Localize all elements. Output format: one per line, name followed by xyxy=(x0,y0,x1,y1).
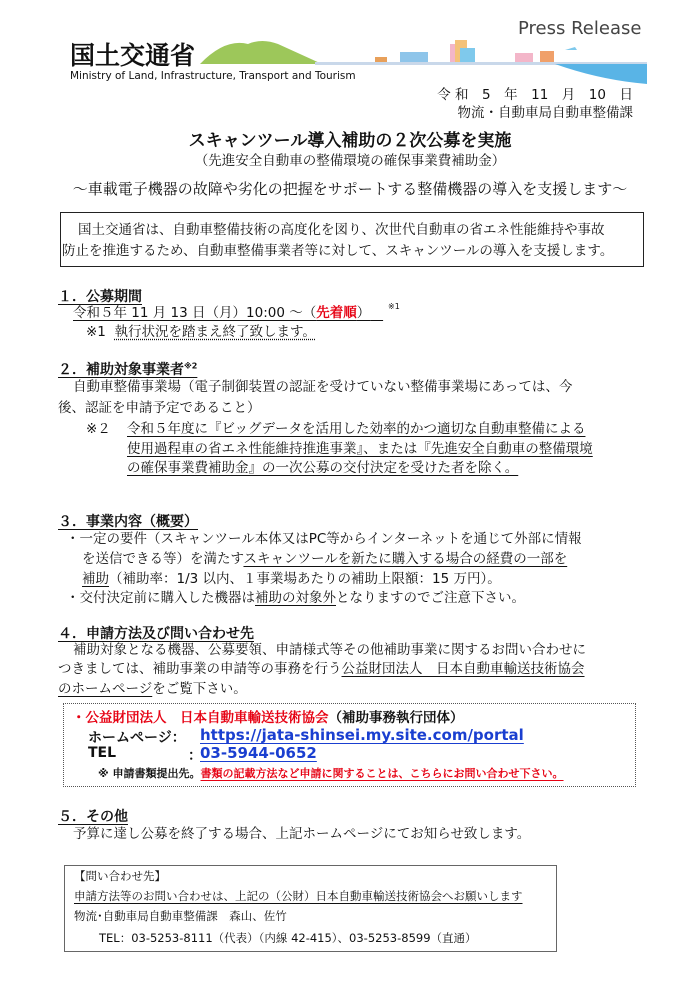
eligibility-line: 自動車整備事業場（電子制御装置の認証を受けていない整備事業場にあっては、今 xyxy=(73,379,573,395)
application-line: 補助対象となる機器、公募要領、申請様式等その他補助事業に関するお問い合わせに xyxy=(73,642,586,658)
note-mark: ※1 xyxy=(388,302,400,311)
inquiry-tel: TEL：03-5253-8111（代表）（内線 42-415）、03-5253-8599（直通） xyxy=(99,931,477,945)
inquiry-title: 【問い合わせ先】 xyxy=(74,869,166,883)
sea-illustration xyxy=(555,64,647,84)
banner-illustration xyxy=(200,40,647,66)
tel-separator: ： xyxy=(188,748,202,764)
ministry-english-name: Ministry of Land, Infrastructure, Transport and Tourism xyxy=(70,70,356,82)
section-5-heading: ５．その他 xyxy=(58,809,128,825)
contact-org: ・公益財団法人 日本自動車輸送技術協会（補助事務執行団体） xyxy=(72,710,464,726)
inquiry-line: 申請方法等のお問い合わせは、上記の（公財）日本自動車輸送技術協会へお願いします xyxy=(74,889,523,903)
application-period: 令和５年 11 月 13 日（月）10:00 ～（先着順） xyxy=(73,305,371,321)
section-1-heading: １．公募期間 xyxy=(58,289,142,305)
ministry-logo-text: 国土交通省 xyxy=(70,41,196,70)
content-line: ・交付決定前に購入した機器は補助の対象外となりますのでご注意下さい。 xyxy=(66,590,525,606)
release-date: 令 和 5 年 11 月 10 日 xyxy=(437,87,633,103)
note-2-line: 令和５年度に『ビッグデータを活用した効率的かつ適切な自動車整備による xyxy=(127,421,586,437)
tagline: ～車載電子機器の故障や劣化の把握をサポートする整備機器の導入を支援します～ xyxy=(72,180,628,198)
summary-line: 防止を推進するため、自動車整備事業者等に対して、スキャンツールの導入を支援します。 xyxy=(62,243,614,259)
content-line: を送信できる等）を満たすスキャンツールを新たに購入する場合の経費の一部を xyxy=(82,551,568,567)
section-2-heading: ２．補助対象事業者$^{※2}$ xyxy=(58,361,198,378)
homepage-label: ホームページ： xyxy=(88,730,186,746)
section-4-heading: ４．申請方法及び問い合わせ先 xyxy=(58,626,254,642)
note-2-line: 使用過程車の省エネ性能維持推進事業』、または『先進安全自動車の整備環境 xyxy=(127,441,593,457)
page-title: スキャンツール導入補助の２次公募を実施 xyxy=(188,131,512,151)
eligibility-line: 後、認証を申請予定であること） xyxy=(58,400,261,416)
contact-note: ※ 申請書類提出先。書類の記載方法など申請に関することは、こちらにお問い合わせ下さい。 xyxy=(98,767,564,780)
page-subtitle: （先進安全自動車の整備環境の確保事業費補助金） xyxy=(194,153,506,169)
section-3-heading: ３．事業内容（概要） xyxy=(58,514,198,530)
tel-link[interactable]: 03-5944-0652 xyxy=(200,744,317,762)
homepage-link[interactable]: https://jata-shinsei.my.site.com/portal xyxy=(200,726,524,744)
summary-line: 国土交通省は、自動車整備技術の高度化を図り、次世代自動車の省エネ性能維持や事故 xyxy=(78,222,605,238)
issuing-division: 物流・自動車局自動車整備課 xyxy=(457,105,633,121)
note-2-label: ※２ xyxy=(86,421,111,437)
content-line: 補助（補助率：1/3 以内、１事業場あたりの補助上限額：15 万円）。 xyxy=(82,571,501,587)
inquiry-line: 物流･自動車局自動車整備課 森山、佐竹 xyxy=(74,909,287,923)
note-2-line: の確保事業費補助金』の一次公募の交付決定を受けた者を除く。 xyxy=(127,460,519,476)
tel-label: TEL xyxy=(88,745,117,761)
other-line: 予算に達し公募を終了する場合、上記ホームページにてお知らせ致します。 xyxy=(73,826,531,842)
application-line: つきましては、補助事業の申請等の事務を行う公益財団法人 日本自動車輸送技術協会 xyxy=(58,661,585,677)
note-1: ※1 執行状況を踏まえ終了致します。 xyxy=(86,324,316,340)
press-release-label: Press Release xyxy=(518,18,642,39)
content-line: ・一定の要件（スキャンツール本体又はPC等からインターネットを通じて外部に情報 xyxy=(66,531,582,547)
application-line: のホームページをご覧下さい。 xyxy=(58,681,247,697)
